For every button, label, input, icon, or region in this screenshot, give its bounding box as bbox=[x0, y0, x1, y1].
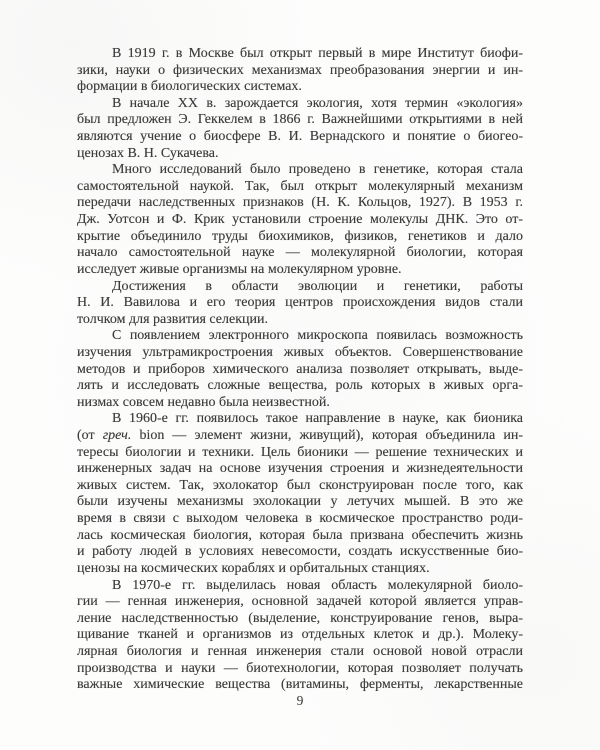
text-line: важные химические вещества (витамины, ферменты, лекарственные bbox=[77, 677, 523, 693]
text-line: В 1919 г. в Москве был открыт первый в мире Институт биофи- bbox=[112, 46, 523, 61]
text-line: лярная биология и генная инженерия стали основой новой отрасли bbox=[77, 643, 523, 659]
paragraph bbox=[77, 96, 523, 162]
text-line: лась космическая биология, которая была призвана обеспечить жизнь bbox=[77, 527, 523, 543]
text-line: низмах совсем недавно была неизвестной. bbox=[77, 394, 330, 410]
text-line: крытие объединило труды биохимиков, физиков, генетиков и дало bbox=[77, 228, 523, 244]
text-line: ценозы на космических кораблях и орбитальных станциях. bbox=[77, 560, 430, 576]
text-line: начало самостоятельной науке — молекулярной биологии, которая bbox=[77, 245, 523, 261]
paragraph bbox=[77, 162, 523, 278]
text-line: зики, науки о физических механизмах преобразования энергии и ин- bbox=[77, 62, 523, 78]
text-line: исследует живые организмы на молекулярном уровне. bbox=[77, 261, 402, 277]
text-line: лять и исследовать сложные вещества, роль которых в живых орга- bbox=[77, 378, 523, 394]
text-block bbox=[77, 46, 523, 694]
text-line: Много исследований было проведено в генетике, которая стала bbox=[112, 162, 523, 178]
text-line: время в связи с выходом человека в космическое пространство роди- bbox=[77, 511, 523, 527]
paragraph bbox=[77, 328, 523, 411]
paragraph bbox=[77, 411, 523, 577]
text-line: были изучены механизмы эхолокации у летучих мышей. В это же bbox=[77, 494, 523, 510]
text-line: инженерных задач на основе изучения строения и жизнедеятельности bbox=[77, 461, 523, 477]
text-line: формации в биологических системах. bbox=[77, 79, 302, 95]
text-line: В 1960-е гг. появилось такое направление в науке, как бионика bbox=[112, 411, 523, 427]
paragraph bbox=[77, 279, 523, 329]
text-line: Дж. Уотсон и Ф. Крик установили строение молекулы ДНК. Это от- bbox=[77, 212, 523, 228]
text-line: В начале XX в. зарождается экология, хотя термин «экология» bbox=[112, 95, 523, 111]
text-line: щивание тканей и организмов из отдельных клеток и др.). Молеку- bbox=[77, 627, 523, 643]
text-line: изучения ультрамикростроения живых объектов. Совершенствование bbox=[77, 344, 523, 360]
text-line: и работу людей в условиях невесомости, создать искусственные био- bbox=[77, 544, 523, 560]
paragraph bbox=[77, 46, 523, 96]
text-line: ценозах В. Н. Сукачева. bbox=[77, 145, 219, 161]
italic-term: греч. bbox=[102, 428, 132, 444]
paragraph bbox=[77, 578, 523, 694]
text-line: являются учение о биосфере В. И. Вернадского и понятие о биогео- bbox=[77, 129, 523, 145]
text-line: (от греч. bion — элемент жизни, живущий), которая объединила ин- bbox=[77, 428, 523, 444]
text-line: производства и науки — биотехнологии, которая позволяет получать bbox=[77, 660, 523, 676]
text-line: толчком для развития селекции. bbox=[77, 311, 268, 327]
text-line: живых систем. Так, эхолокатор был сконструирован после того, как bbox=[77, 477, 523, 493]
text-line: гии — генная инженерия, основной задачей которой является управ- bbox=[77, 594, 523, 610]
text-line: Достижения в области эволюции и генетики, работы bbox=[112, 278, 523, 294]
text-line: тересы биологии и техники. Цель бионики — решение технических и bbox=[77, 444, 523, 460]
text-line: В 1970-е гг. выделилась новая область молекулярной биоло- bbox=[112, 577, 523, 593]
text-line: методов и приборов химического анализа позволяет открывать, выде- bbox=[77, 361, 523, 377]
text-line: был предложен Э. Геккелем в 1866 г. Важнейшими открытиями в ней bbox=[77, 112, 523, 128]
page-number: 9 bbox=[296, 693, 304, 708]
text-line: самостоятельной наукой. Так, был открыт молекулярный механизм bbox=[77, 178, 523, 194]
text-line: С появлением электронного микроскопа появилась возможность bbox=[112, 328, 523, 344]
text-line: передачи наследственных признаков (Н. К. Кольцов, 1927). В 1953 г. bbox=[77, 195, 523, 211]
text-line: Н. И. Вавилова и его теория центров происхождения видов стали bbox=[77, 295, 523, 311]
text-line: ление наследственностью (выделение, конструирование генов, выра- bbox=[77, 610, 523, 626]
